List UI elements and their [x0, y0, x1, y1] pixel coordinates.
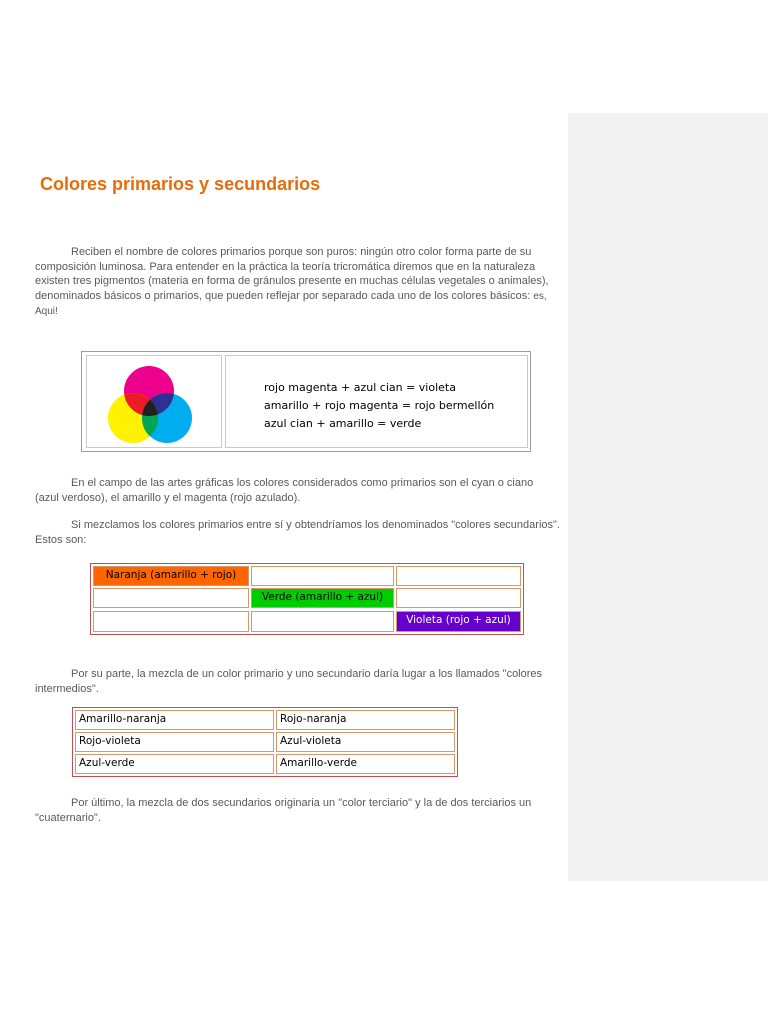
table-cell-empty [251, 611, 394, 632]
table-cell-empty [251, 566, 394, 586]
paragraph-graphic-arts [35, 476, 560, 505]
paragraph-text: Por su parte, la mezcla de un color primario y uno secundario daría lugar a los llamados "colores intermedios". [35, 668, 543, 695]
table-cell: Azul-verde [75, 754, 274, 774]
intermediate-colors-table [72, 707, 458, 777]
color-mix-text-cell [225, 355, 528, 448]
table-cell-empty [396, 588, 521, 608]
table-cell-empty [396, 566, 521, 586]
mix-line: azul cian + amarillo = verde [264, 417, 422, 430]
table-cell: Amarillo-naranja [75, 710, 274, 730]
paragraph-text: Si mezclamos los colores primarios entre sí y obtendríamos los denominados "colores secundarios". Estos son: [35, 519, 560, 546]
color-circles-cell [86, 355, 222, 448]
table-cell-empty [93, 588, 249, 608]
paragraph-text: En el campo de las artes gráficas los colores considerados como primarios son el cyan o ciano (azul verdoso), el amarillo y el magenta (rojo azulado). [35, 477, 534, 504]
paragraph-tail: es, Aqui! [35, 290, 547, 318]
paragraph-primary-colors [35, 245, 560, 320]
mix-line: rojo magenta + azul cian = violeta [264, 381, 456, 394]
paragraph-text: Reciben el nombre de colores primarios porque son puros: ningún otro color forma parte de su composición luminosa. Para entender en la práctica la teoría tricromática diremos que en la naturaleza existen tres pigmentos (materia en forma de gránulos presente en muchas células vegetales o animales), denominados básicos o primarios, que pueden reflejar por separado cada uno de los colores básicos: [35, 246, 549, 302]
color-circles-image [87, 356, 221, 447]
cell-verde: Verde (amarillo + azul) [251, 588, 394, 608]
table-cell: Rojo-naranja [276, 710, 455, 730]
table-cell: Azul-violeta [276, 732, 455, 752]
cell-violeta: Violeta (rojo + azul) [396, 611, 521, 632]
mix-line: amarillo + rojo magenta = rojo bermellón [264, 399, 495, 412]
table-cell: Amarillo-verde [276, 754, 455, 774]
paragraph-tertiary [35, 796, 560, 825]
table-cell: Rojo-violeta [75, 732, 274, 752]
table-cell-empty [93, 611, 249, 632]
color-mix-figure [81, 351, 531, 452]
paragraph-secondary-intro [35, 518, 560, 547]
secondary-colors-table [90, 563, 524, 635]
paragraph-text: Por último, la mezcla de dos secundarios originaria un "color terciario" y la de dos terciarios un "cuaternario". [35, 797, 532, 824]
page-title: Colores primarios y secundarios [40, 174, 321, 194]
cell-naranja: Naranja (amarillo + rojo) [93, 566, 249, 586]
paragraph-intermediate-intro [35, 667, 560, 696]
comment-pane [568, 113, 768, 881]
